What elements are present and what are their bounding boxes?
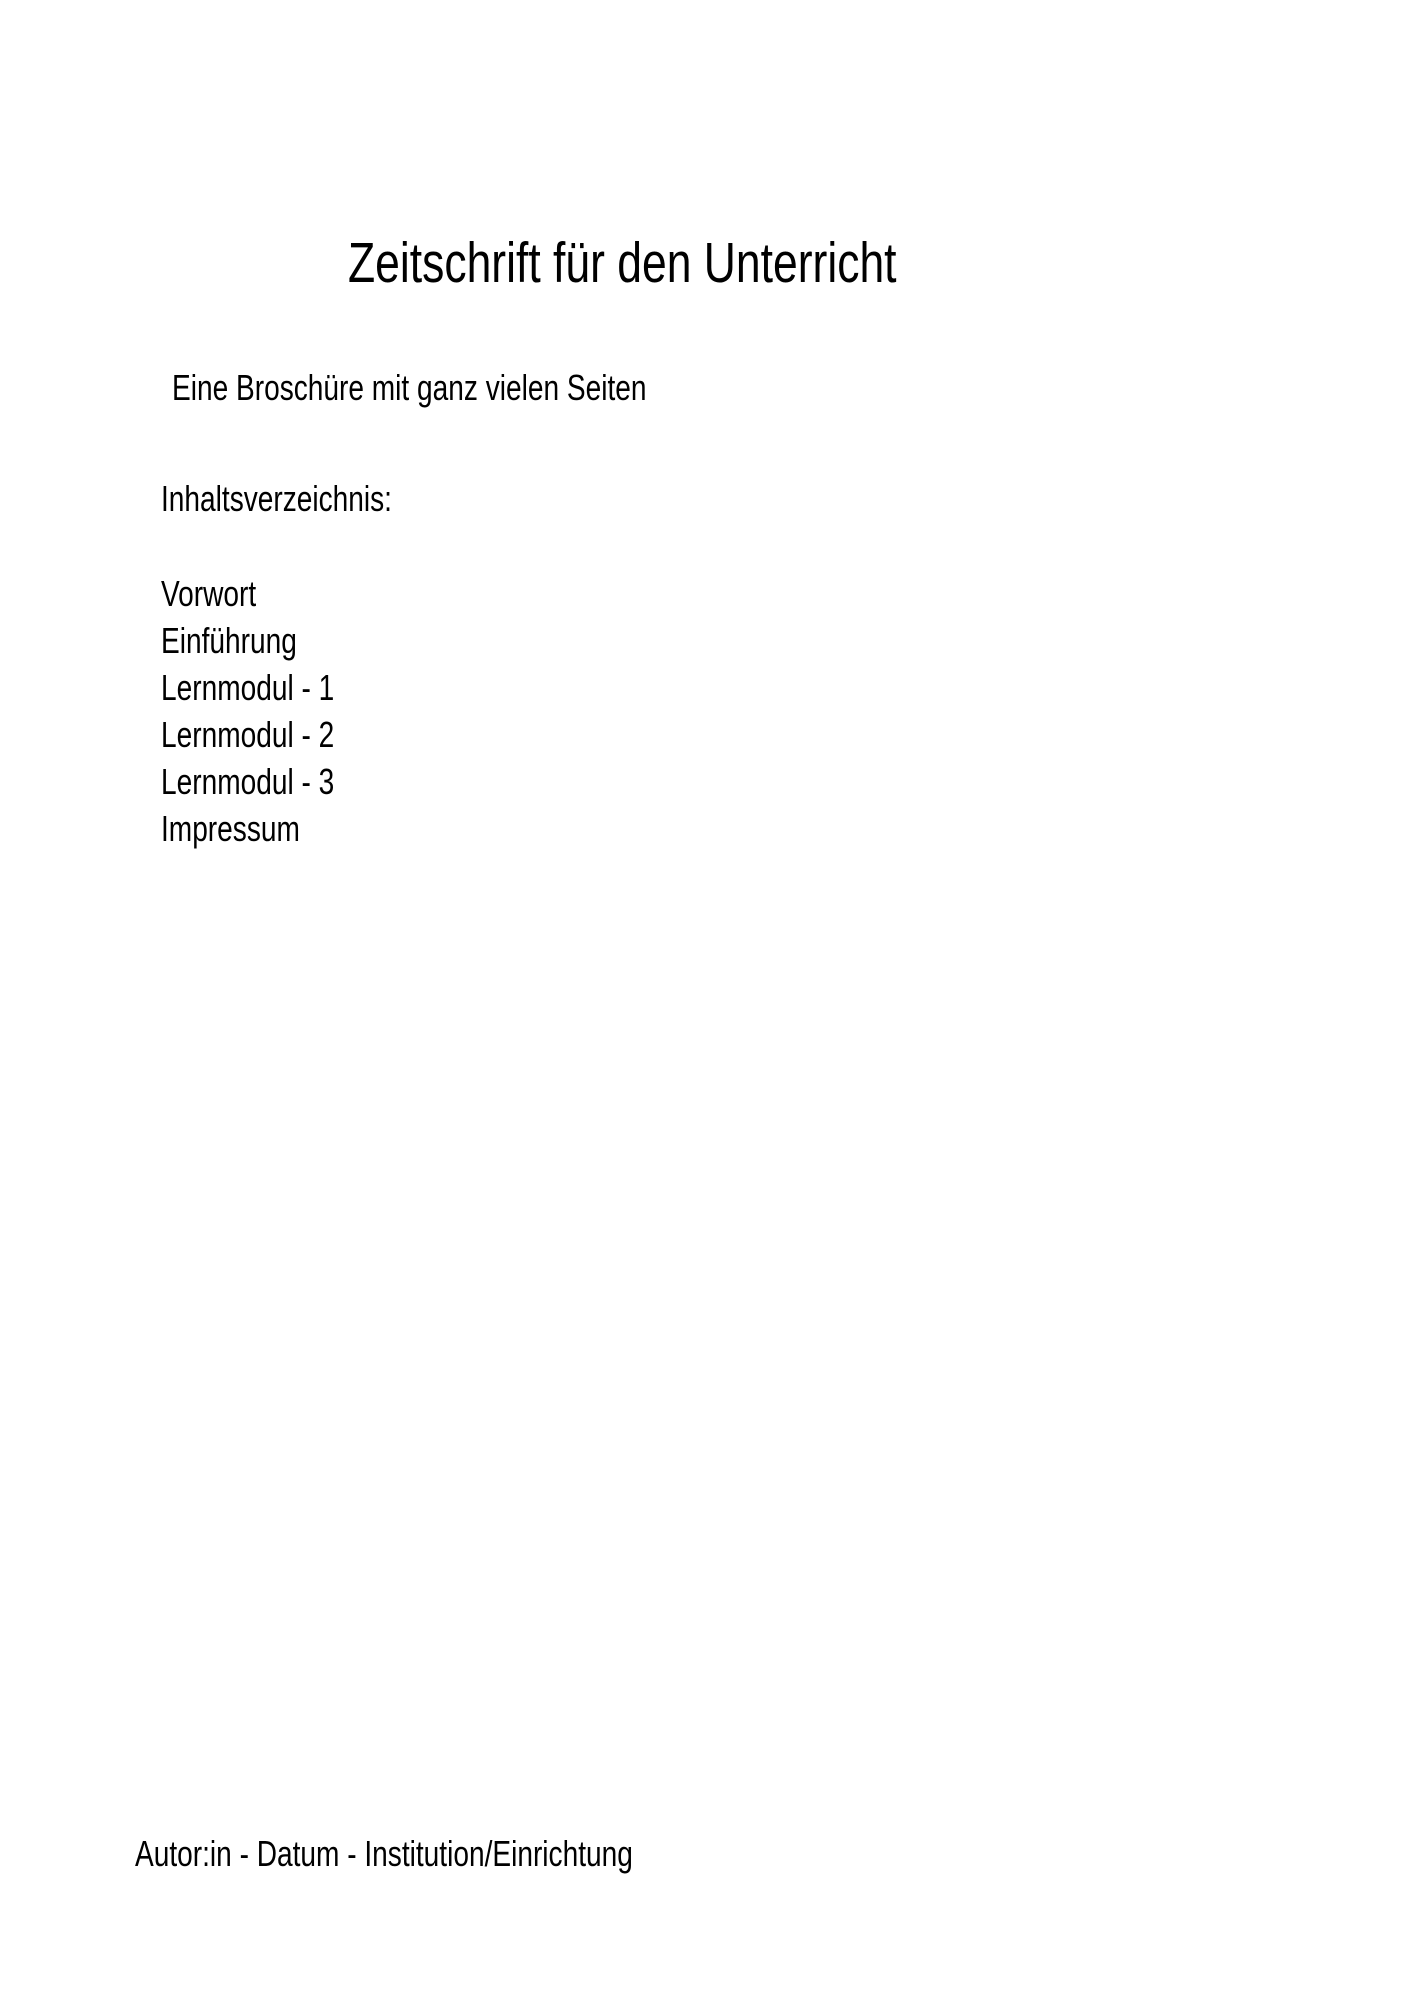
toc-item-vorwort: Vorwort bbox=[161, 573, 257, 614]
footer-byline: Autor:in - Datum - Institution/Einrichtung bbox=[135, 1833, 633, 1874]
toc-item-lernmodul-3: Lernmodul - 3 bbox=[161, 761, 335, 802]
toc-item-einfuehrung: Einführung bbox=[161, 620, 297, 661]
toc-item-lernmodul-2: Lernmodul - 2 bbox=[161, 714, 335, 755]
toc-heading: Inhaltsverzeichnis: bbox=[161, 478, 392, 519]
toc-item-impressum: Impressum bbox=[161, 808, 300, 849]
toc-list bbox=[161, 570, 334, 852]
page-subtitle: Eine Broschüre mit ganz vielen Seiten bbox=[172, 367, 647, 408]
toc-item-lernmodul-1: Lernmodul - 1 bbox=[161, 667, 335, 708]
page-title: Zeitschrift für den Unterricht bbox=[348, 231, 897, 295]
